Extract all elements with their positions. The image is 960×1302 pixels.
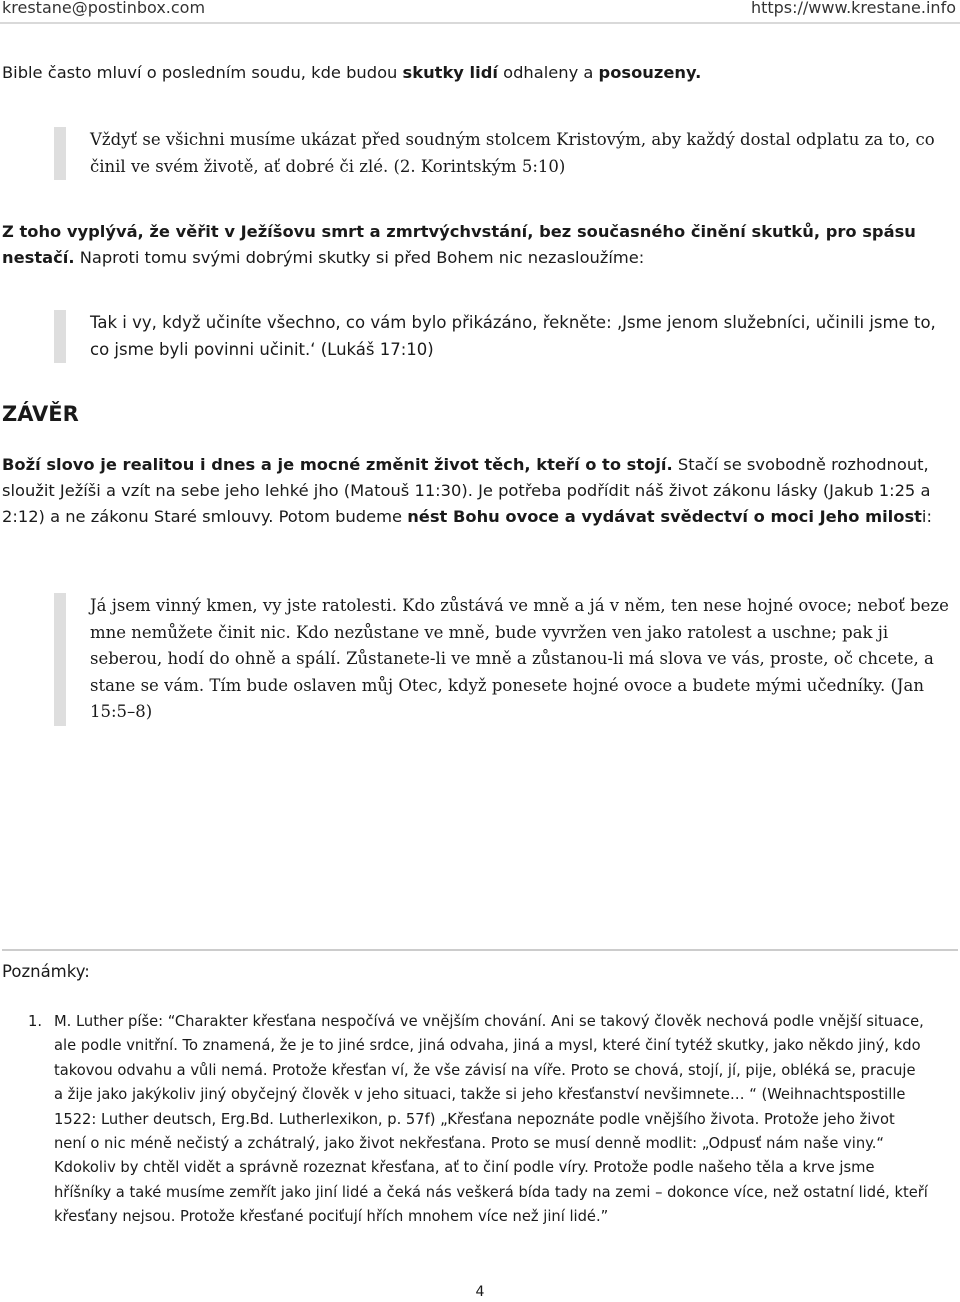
- conclusion-heading: ZÁVĚR: [2, 402, 79, 426]
- page-number: 4: [475, 1284, 485, 1300]
- works-paragraph: [2, 219, 956, 271]
- footnote-item: [28, 1010, 928, 1230]
- conclusion-paragraph: [2, 452, 956, 530]
- works-text: Naproti tomu svými dobrými skutky si před Bohem nic nezasloužíme:: [74, 248, 645, 267]
- intro-text: Bible často mluví o posledním soudu, kde budou: [2, 63, 403, 82]
- notes-title: Poznámky:: [2, 962, 90, 981]
- header-email: krestane@postinbox.com: [2, 0, 206, 17]
- quote-corinthians: Vždyť se všichni musíme ukázat před soudným stolcem Kristovým, aby každý dostal odplatu za to, co činil ve svém životě, ať dobré či zlé. (2. Korintským 5:10): [54, 127, 950, 180]
- conclusion-text-2: i:: [921, 507, 932, 526]
- conclusion-bold-2: nést Bohu ovoce a vydávat svědectví o moci Jeho milost: [407, 507, 922, 526]
- works-bold-statement: Z toho vyplývá, že věřit v Ježíšovu smrt a zmrtvýchvstání, bez současného činění skutků, pro spásu nestačí.: [2, 222, 916, 267]
- intro-paragraph: [2, 60, 956, 86]
- footnote-text: M. Luther píše: “Charakter křesťana nespočívá ve vnějším chování. Ani se takový člověk nechová podle vnější situace, ale podle vnitřní. To znamená, že je to jiné srdce, jiná odvaha, jiná a mysl, které činí tytéž skutky, jako někdo jiný, kdo takovou odvahu a vůli nemá. Protože křesťan ví, že vše závisí na víře. Proto se chová, stojí, jí, pije, obléká se, pracuje a žije jako jakýkoliv jiný obyčejný člověk v jeho situaci, takže si jeho křesťanství nevšimnete… “ (Weihnachtspostille 1522: Luther deutsch, Erg.Bd. Lutherlexikon, p. 57f) „Křesťana nepoznáte podle vnějšího života. Protože jeho život není o nic méně nečistý a zchátralý, jako život nekřesťana. Proto se musí denně modlit: „Odpusť nám naše viny.“ Kdokoliv by chtěl vidět a správně rozeznat křesťana, ať to činí podle víry. Protože podle našeho těla a krve jsme hříšníky a také musíme zemřít jako jiní lidé a čeká nás veškerá bída tady na zemi – dokonce více, než ostatní lidé, kteří křesťany nejsou. Protože křesťané pociťují hřích mnohem více než jiní lidé.”: [54, 1013, 928, 1226]
- intro-text-2: odhaleny a: [497, 63, 599, 82]
- page-header: [0, 0, 960, 24]
- conclusion-bold-1: Boží slovo je realitou i dnes a je mocné změnit život těch, kteří o to stojí.: [2, 455, 673, 474]
- footnote-number: 1.: [28, 1013, 43, 1030]
- notes-divider: [2, 949, 958, 951]
- conclusion-text-1: Stačí se svobodně rozhodnout, sloužit Ježíši a vzít na sebe jeho lehké jho (Matouš 11:30). Je potřeba podřídit náš život zákonu lásky (Jakub 1:25 a 2:12) a ne zákonu Staré smlouvy. Potom budeme: [2, 455, 931, 526]
- header-url: https://www.krestane.info: [750, 0, 956, 17]
- intro-bold-judged: posouzeny.: [598, 63, 702, 82]
- quote-john: Já jsem vinný kmen, vy jste ratolesti. Kdo zůstává ve mně a já v něm, ten nese hojné ovoce; neboť beze mne nemůžete činit nic. Kdo nezůstane ve mně, bude vyvržen ven jako ratolest a uschne; pak ji seberou, hodí do ohně a spálí. Zůstanete-li ve mně a zůstanou-li má slova ve vás, proste, oč chcete, a stane se vám. Tím bude oslaven můj Otec, když ponesete hojné ovoce a budete mými učedníky. (Jan 15:5–8): [54, 593, 950, 726]
- quote-luke: Tak i vy, když učiníte všechno, co vám bylo přikázáno, řekněte: ‚Jsme jenom služebníci, učinili jsme to, co jsme byli povinni učinit.‘ (Lukáš 17:10): [54, 310, 950, 363]
- intro-bold-deeds: skutky lidí: [402, 63, 498, 82]
